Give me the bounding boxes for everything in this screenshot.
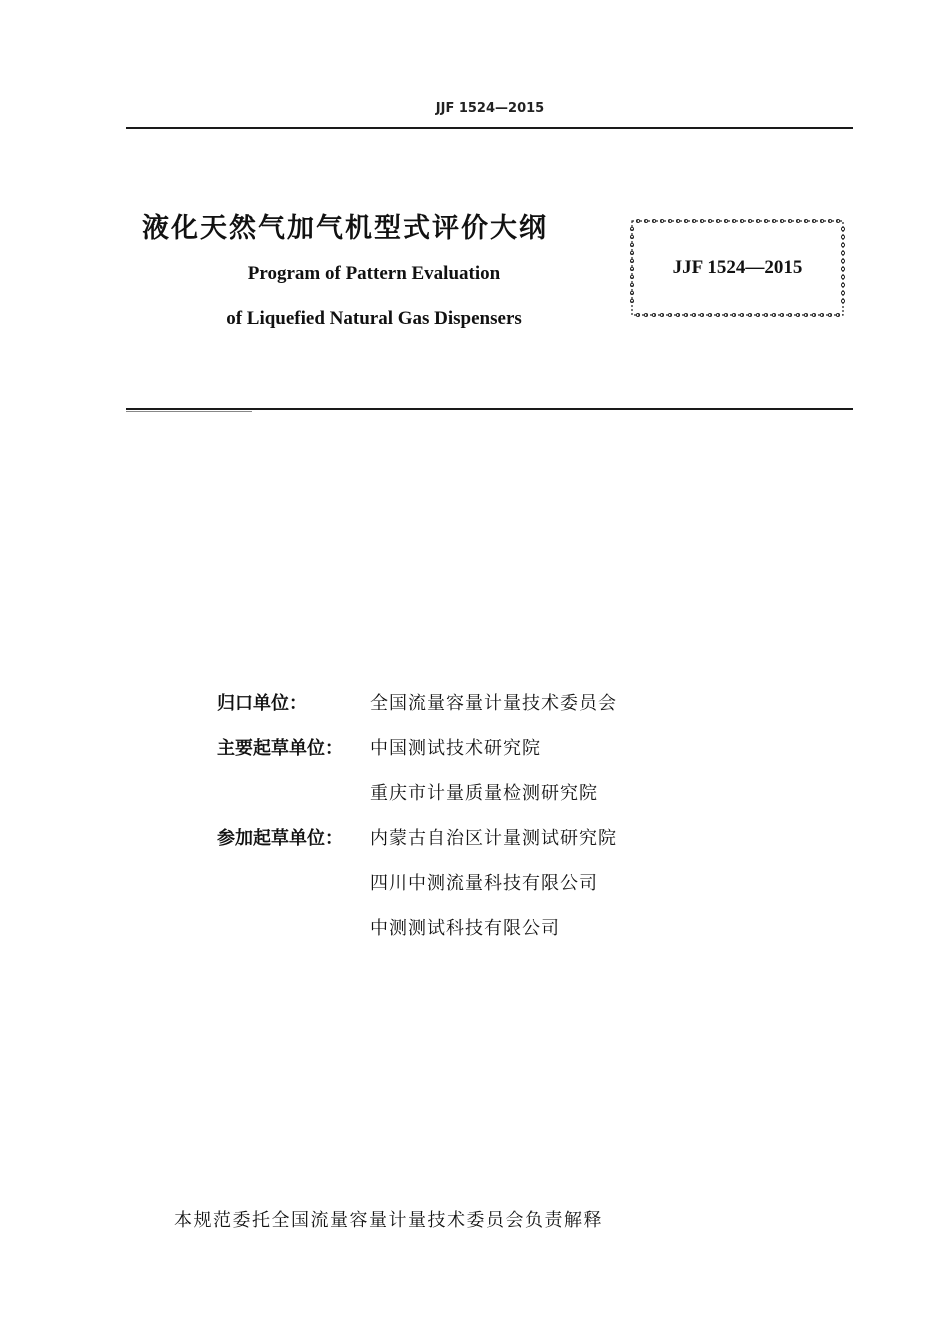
- title-english-line1: Program of Pattern Evaluation: [247, 263, 501, 284]
- standard-code-box: [628, 217, 847, 319]
- org-row-main-drafting-2: [217, 780, 677, 825]
- participating-value: 内蒙古自治区计量测试研究院: [370, 828, 617, 849]
- title-english-line2: of Liquefied Natural Gas Dispensers: [226, 308, 522, 329]
- org-row-participating-1: [217, 825, 677, 870]
- org-label-spacer: [217, 780, 370, 825]
- participating-value: 中测测试科技有限公司: [370, 918, 560, 939]
- bottom-rule-accent: [126, 411, 252, 412]
- org-row-responsible: [217, 690, 677, 735]
- responsible-unit-value: 全国流量容量计量技术委员会: [370, 693, 617, 714]
- code-box-text: JJF 1524—2015: [672, 257, 803, 278]
- responsible-unit-label: 归口单位：: [217, 693, 307, 714]
- drafting-organizations: [217, 690, 677, 960]
- main-drafting-value: 重庆市计量质量检测研究院: [370, 783, 598, 804]
- header-standard-code: JJF 1524—2015: [435, 101, 545, 116]
- top-rule: [126, 127, 853, 129]
- org-row-main-drafting-1: [217, 735, 677, 780]
- org-row-participating-2: [217, 870, 677, 915]
- org-row-participating-3: [217, 915, 677, 960]
- participating-label: 参加起草单位：: [217, 828, 343, 849]
- bottom-rule: [126, 408, 853, 410]
- interpretation-note: 本规范委托全国流量容量计量技术委员会负责解释: [174, 1210, 603, 1231]
- main-drafting-value: 中国测试技术研究院: [370, 738, 541, 759]
- org-label-spacer: [217, 915, 370, 960]
- org-label-spacer: [217, 870, 370, 915]
- title-chinese: 液化天然气加气机型式评价大纲: [142, 213, 548, 244]
- main-drafting-label: 主要起草单位：: [217, 738, 343, 759]
- participating-value: 四川中测流量科技有限公司: [370, 873, 598, 894]
